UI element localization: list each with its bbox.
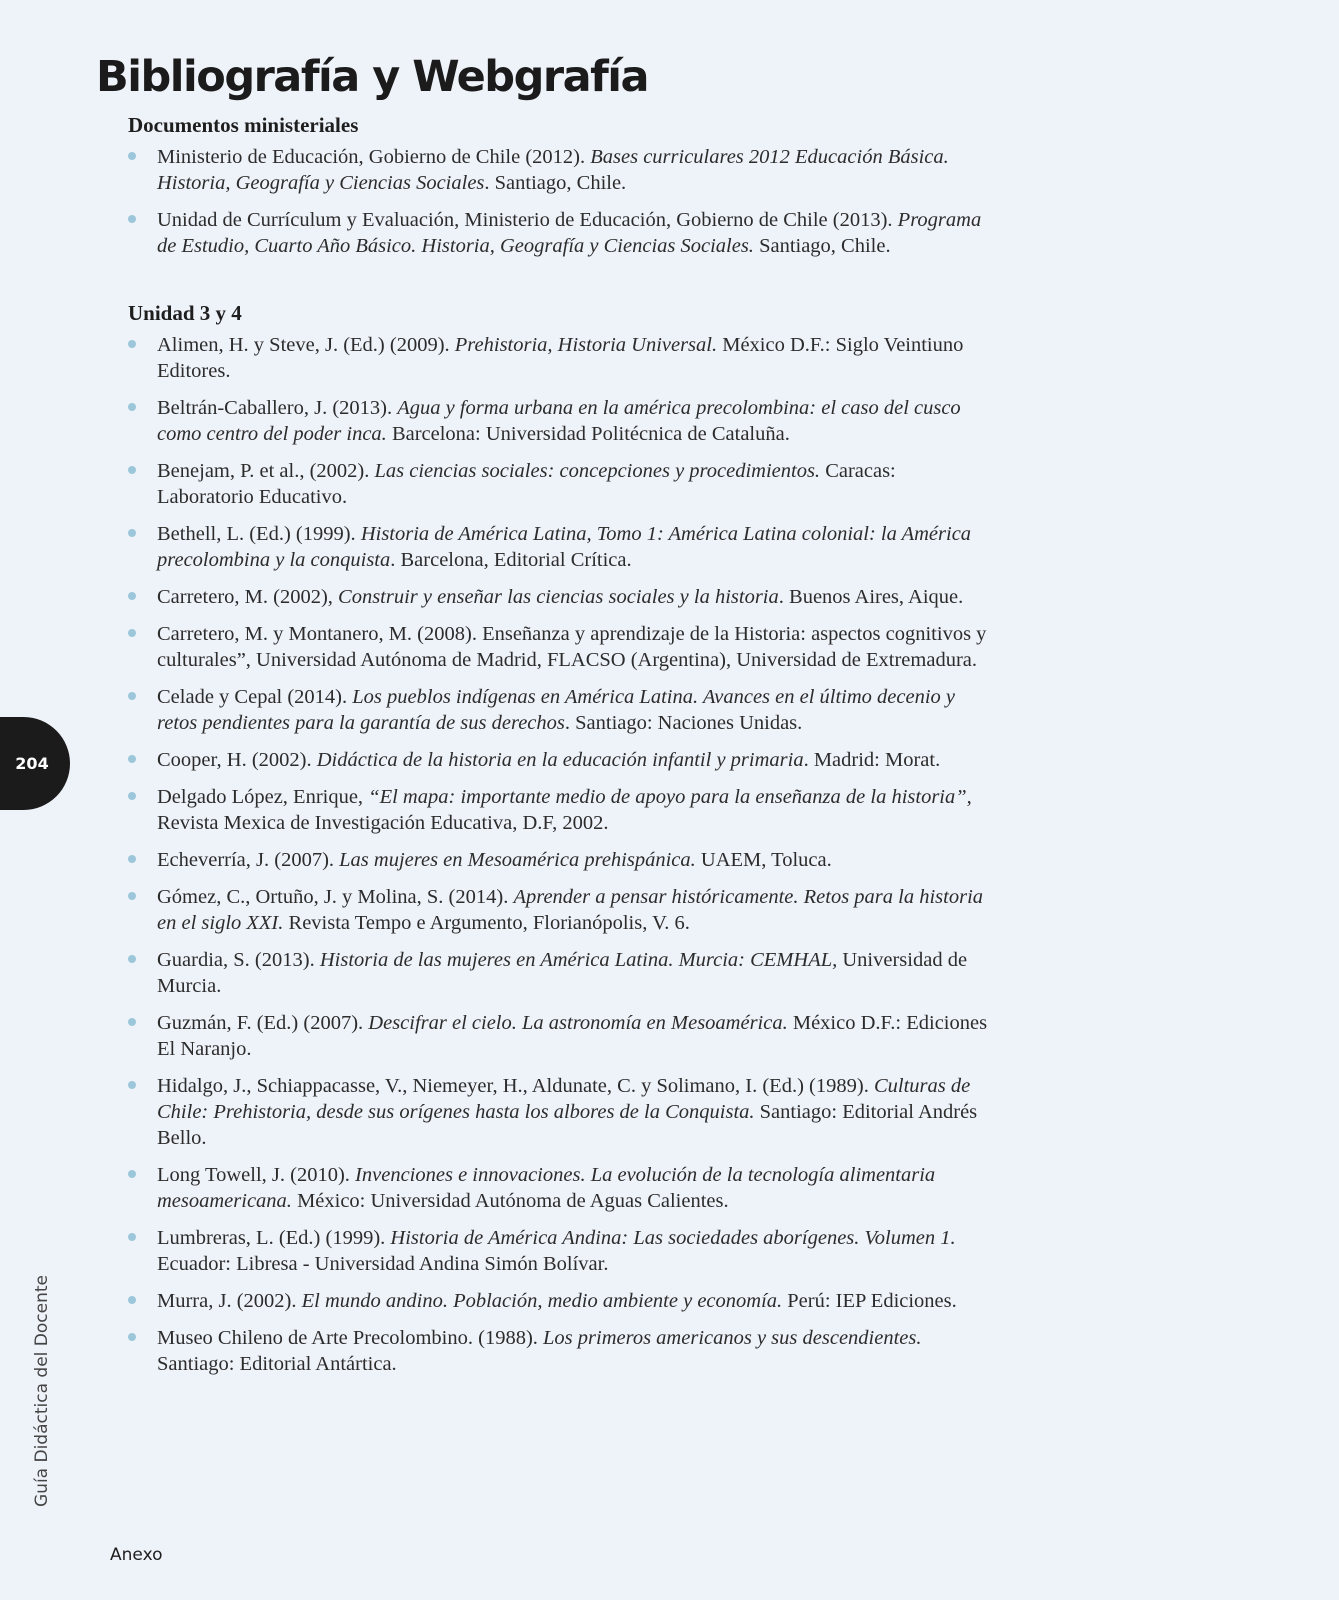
page-title: Bibliografía y Webgrafía	[96, 52, 649, 102]
reference-title: Los pueblos indígenas en América Latina. Avances en el último decenio y retos pendientes para la garantía de sus derechos	[157, 686, 956, 734]
reference-title: Didáctica de la historia en la educación infantil y primaria	[316, 749, 804, 771]
reference-text	[157, 209, 981, 257]
reference-title: Los primeros americanos y sus descendientes.	[543, 1327, 922, 1349]
reference-item	[128, 847, 988, 873]
reference-segment: Delgado López, Enrique,	[157, 786, 369, 808]
bullet-icon	[128, 466, 136, 474]
reference-segment: Guzmán, F. (Ed.) (2007).	[157, 1012, 369, 1034]
reference-segment: México D.F.: Ediciones El Naranjo.	[157, 1012, 988, 1060]
reference-item	[128, 144, 988, 196]
reference-segment: . Buenos Aires, Aique.	[778, 586, 964, 608]
reference-segment: . Santiago, Chile.	[484, 172, 627, 194]
reference-segment: Hidalgo, J., Schiappacasse, V., Niemeyer, H., Aldunate, C. y Solimano, I. (Ed.) (1989).	[157, 1075, 874, 1097]
bullet-icon	[128, 692, 136, 700]
reference-segment: Carretero, M. (2002),	[157, 586, 339, 608]
bullet-icon	[128, 529, 136, 537]
reference-list	[128, 332, 988, 1377]
reference-item	[128, 1288, 988, 1314]
reference-item	[128, 395, 988, 447]
reference-segment: Lumbreras, L. (Ed.) (1999).	[157, 1227, 391, 1249]
reference-text	[157, 586, 963, 608]
bibliography-content	[128, 113, 988, 1388]
reference-item	[128, 1073, 988, 1151]
reference-title: Invenciones e innovaciones. La evolución de la tecnología alimentaria mesoamericana.	[157, 1164, 936, 1212]
reference-segment: Universidad de Murcia.	[157, 949, 968, 997]
section-ministerial	[128, 113, 988, 259]
reference-title: Las ciencias sociales: concepciones y procedimientos.	[374, 460, 821, 482]
reference-title: Construir y enseñar las ciencias sociales y la historia	[338, 586, 779, 608]
reference-segment: Santiago: Editorial Andrés Bello.	[157, 1101, 978, 1149]
reference-text	[157, 749, 940, 771]
reference-segment: Gómez, C., Ortuño, J. y Molina, S. (2014).	[157, 886, 514, 908]
reference-item	[128, 621, 988, 673]
reference-segment: Perú: IEP Ediciones.	[782, 1290, 957, 1312]
reference-segment: Barcelona: Universidad Politécnica de Cataluña.	[386, 423, 790, 445]
side-label: Guía Didáctica del Docente	[32, 1275, 52, 1507]
bullet-icon	[128, 629, 136, 637]
bullet-icon	[128, 403, 136, 411]
reference-segment: Echeverría, J. (2007).	[157, 849, 340, 871]
reference-segment: . Barcelona, Editorial Crítica.	[390, 549, 632, 571]
reference-segment: México D.F.: Siglo Veintiuno Editores.	[157, 334, 964, 382]
reference-text	[157, 460, 896, 508]
reference-item	[128, 521, 988, 573]
reference-title: Bases curriculares 2012 Educación Básica. Historia, Geografía y Ciencias Sociales	[157, 146, 949, 194]
reference-item	[128, 1162, 988, 1214]
reference-title: Historia de América Andina: Las sociedades aborígenes. Volumen 1.	[390, 1227, 956, 1249]
bullet-icon	[128, 792, 136, 800]
reference-segment: Unidad de Currículum y Evaluación, Ministerio de Educación, Gobierno de Chile (2013).	[157, 209, 898, 231]
section-heading: Documentos ministeriales	[128, 113, 359, 137]
reference-segment: Cooper, H. (2002).	[157, 749, 317, 771]
reference-segment: Ministerio de Educación, Gobierno de Chile (2012).	[157, 146, 591, 168]
bullet-icon	[128, 1018, 136, 1026]
reference-title: Agua y forma urbana en la américa precolombina: el caso del cusco como centro del poder inca.	[157, 397, 961, 445]
reference-segment: Alimen, H. y Steve, J. (Ed.) (2009).	[157, 334, 455, 356]
reference-title: Las mujeres en Mesoamérica prehispánica.	[339, 849, 696, 871]
reference-segment: Benejam, P. et al., (2002).	[157, 460, 375, 482]
reference-text	[157, 686, 955, 734]
bullet-icon	[128, 755, 136, 763]
section-unidad-3-4	[128, 301, 988, 1377]
reference-text	[157, 1164, 935, 1212]
reference-segment: México: Universidad Autónoma de Aguas Calientes.	[291, 1190, 729, 1212]
reference-item	[128, 747, 988, 773]
reference-item	[128, 784, 988, 836]
bullet-icon	[128, 215, 136, 223]
bullet-icon	[128, 1170, 136, 1178]
reference-title: “El mapa: importante medio de apoyo para la enseñanza de la historia”,	[368, 786, 972, 808]
reference-text	[157, 949, 967, 997]
reference-segment: Carretero, M. y Montanero, M. (2008). Enseñanza y aprendizaje de la Historia: aspectos cognitivos y culturales”, Universidad Autónoma de Madrid, FLACSO (Argentina), Universidad de Extremadura.	[157, 623, 987, 671]
reference-title: Descifrar el cielo. La astronomía en Mesoamérica.	[368, 1012, 788, 1034]
bullet-icon	[128, 592, 136, 600]
reference-segment: . Santiago: Naciones Unidas.	[564, 712, 803, 734]
bullet-icon	[128, 855, 136, 863]
footer-label: Anexo	[110, 1545, 163, 1565]
reference-text	[157, 1012, 987, 1060]
reference-text	[157, 334, 963, 382]
bullet-icon	[128, 1333, 136, 1341]
reference-item	[128, 207, 988, 259]
reference-segment: Revista Mexica de Investigación Educativa, D.F, 2002.	[157, 812, 609, 834]
reference-text	[157, 1227, 956, 1275]
reference-text	[157, 523, 971, 571]
reference-list	[128, 144, 988, 259]
reference-text	[157, 1327, 921, 1375]
bullet-icon	[128, 1233, 136, 1241]
reference-segment: UAEM, Toluca.	[695, 849, 832, 871]
bullet-icon	[128, 955, 136, 963]
reference-segment: Beltrán-Caballero, J. (2013).	[157, 397, 398, 419]
reference-title: Historia de América Latina, Tomo 1: América Latina colonial: la América precolombina y la conquista	[157, 523, 972, 571]
reference-segment: Santiago: Editorial Antártica.	[157, 1353, 397, 1375]
bullet-icon	[128, 1081, 136, 1089]
reference-text	[157, 1075, 977, 1149]
reference-item	[128, 684, 988, 736]
bullet-icon	[128, 152, 136, 160]
reference-segment: Ecuador: Libresa - Universidad Andina Simón Bolívar.	[157, 1253, 609, 1275]
reference-text	[157, 886, 983, 934]
reference-title: Programa de Estudio, Cuarto Año Básico. Historia, Geografía y Ciencias Sociales.	[157, 209, 982, 257]
reference-text	[157, 397, 961, 445]
reference-segment: Long Towell, J. (2010).	[157, 1164, 356, 1186]
reference-text	[157, 623, 986, 671]
reference-title: El mundo andino. Población, medio ambiente y economía.	[301, 1290, 783, 1312]
reference-item	[128, 1225, 988, 1277]
bullet-icon	[128, 892, 136, 900]
reference-segment: Caracas: Laboratorio Educativo.	[157, 460, 896, 508]
reference-text	[157, 849, 832, 871]
reference-item	[128, 1325, 988, 1377]
reference-segment: Celade y Cepal (2014).	[157, 686, 353, 708]
section-heading: Unidad 3 y 4	[128, 301, 242, 325]
reference-text	[157, 1290, 957, 1312]
reference-segment: Museo Chileno de Arte Precolombino. (1988).	[157, 1327, 544, 1349]
reference-title: Prehistoria, Historia Universal.	[454, 334, 718, 356]
reference-item	[128, 947, 988, 999]
reference-item	[128, 332, 988, 384]
reference-text	[157, 786, 972, 834]
reference-item	[128, 458, 988, 510]
page-number: 204	[15, 754, 49, 773]
reference-segment: Murra, J. (2002).	[157, 1290, 302, 1312]
reference-segment: . Madrid: Morat.	[803, 749, 941, 771]
reference-item	[128, 1010, 988, 1062]
reference-segment: Bethell, L. (Ed.) (1999).	[157, 523, 361, 545]
bullet-icon	[128, 1296, 136, 1304]
reference-title: Culturas de Chile: Prehistoria, desde sus orígenes hasta los albores de la Conquista.	[157, 1075, 971, 1123]
reference-title: Historia de las mujeres en América Latina. Murcia: CEMHAL,	[319, 949, 838, 971]
page-number-tab	[0, 717, 70, 810]
bullet-icon	[128, 340, 136, 348]
reference-segment: Guardia, S. (2013).	[157, 949, 320, 971]
reference-item	[128, 884, 988, 936]
reference-text	[157, 146, 949, 194]
reference-title: Aprender a pensar históricamente. Retos para la historia en el siglo XXI.	[157, 886, 984, 934]
reference-item	[128, 584, 988, 610]
reference-segment: Revista Tempo e Argumento, Florianópolis, V. 6.	[283, 912, 690, 934]
reference-segment: Santiago, Chile.	[753, 235, 891, 257]
